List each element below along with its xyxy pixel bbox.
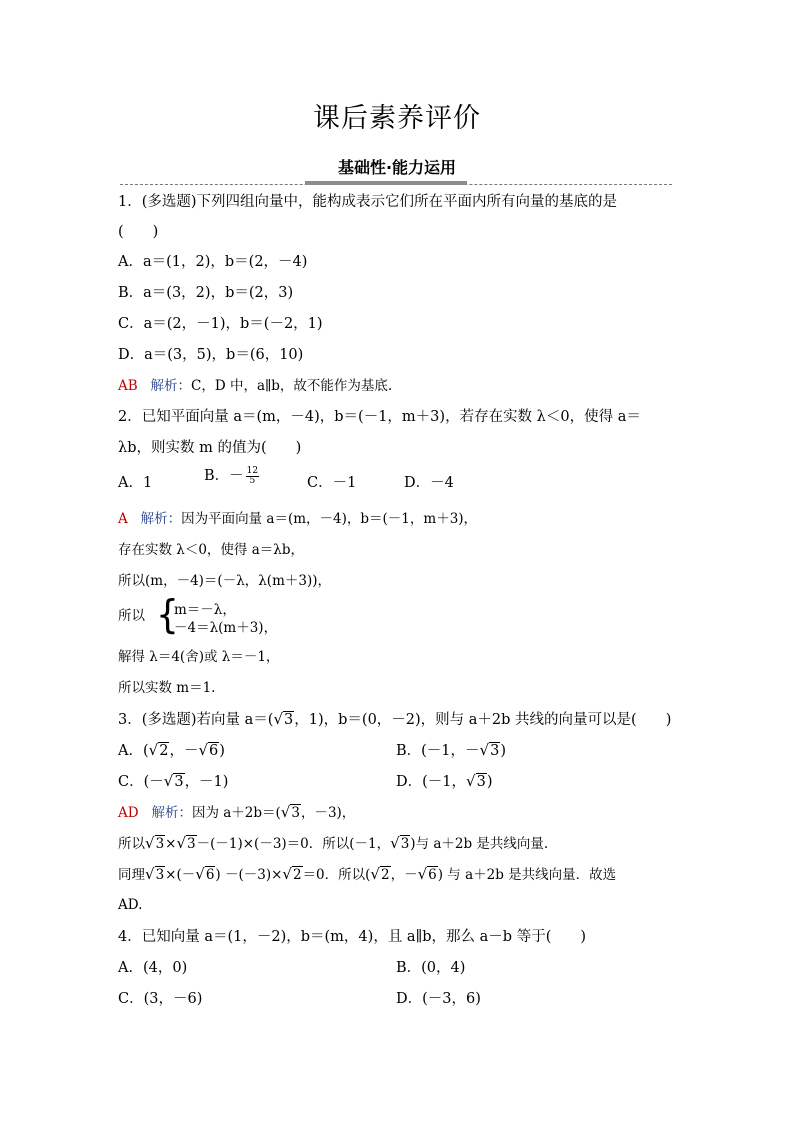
q2-solution-6: 所以实数 m＝1. [118, 680, 216, 696]
q2-option-b-fraction: $\frac{12}{5}$ [246, 465, 259, 486]
q1-paren: ( ) [118, 224, 159, 240]
q3-option-d: D．(－1，√3) [396, 772, 493, 790]
q4-option-d: D．(－3，6) [396, 991, 481, 1007]
q2-stem-1: 2．已知平面向量 a＝(m，－4)，b＝(－1，m＋3)，若存在实数 λ＜0，使得 a＝ [118, 409, 641, 425]
q3-option-c: C．(－√3，－1) [118, 772, 229, 790]
q2-option-b: B．－ $\frac{12}{5}$ [204, 465, 259, 486]
q2-solution-4-prefix: 所以 [118, 608, 145, 624]
q2-system-line-1: m＝－λ， [174, 602, 236, 618]
q2-solution-5: 解得 λ＝4(舍)或 λ＝－1， [118, 649, 280, 665]
q2-system-line-2: －4＝λ(m＋3)， [174, 620, 278, 636]
q2-option-d: D．－4 [404, 475, 454, 491]
q2-solution-3: 所以(m，－4)＝(－λ，λ(m＋3))， [118, 573, 331, 589]
q4-option-b: B．(0，4) [396, 960, 466, 976]
page-title: 课后素养评价 [313, 103, 481, 134]
q1-option-c: C．a＝(2，－1)，b＝(－2，1) [118, 316, 323, 332]
q3-answer: AD [118, 805, 139, 821]
q4-stem: 4．已知向量 a＝(1，－2)，b＝(m，4)，且 a∥b，那么 a－b 等于( ) [118, 929, 587, 945]
section-header [0, 155, 794, 185]
q3-solution-tag: 解析： [151, 805, 192, 821]
q2-solution-tag: 解析： [140, 511, 182, 527]
system-brace: { [156, 592, 179, 638]
section-underline [305, 181, 467, 185]
q4-option-a: A．(4，0) [118, 960, 188, 976]
q3-option-a: A．(√2，－√6) [118, 741, 225, 759]
q3-solution-4: AD. [118, 897, 143, 913]
q1-stem: 1．(多选题)下列四组向量中，能构成表示它们所在平面内所有向量的基底的是 [118, 194, 618, 210]
q1-solution [118, 376, 392, 396]
q3-solution-1: AD 解析：因为 a＋2b＝(√3，－3)， [118, 803, 356, 821]
q4-option-c: C．(3，－6) [118, 991, 203, 1007]
q2-answer: A [118, 511, 128, 527]
q3-option-b: B．(－1，－√3) [396, 741, 507, 759]
q1-answer: AB [118, 378, 138, 394]
q1-solution-tag: 解析： [150, 378, 192, 394]
q1-option-b: B．a＝(3，2)，b＝(2，3) [118, 285, 294, 301]
q2-solution-2: 存在实数 λ＜0，使得 a＝λb， [118, 542, 304, 558]
q2-option-c: C．－1 [307, 475, 357, 491]
q3-stem: 3．(多选题)若向量 a＝(√3，1)，b＝(0，－2)，则与 a＋2b 共线的向量可以是( ) [118, 710, 672, 728]
q1-option-a: A．a＝(1，2)，b＝(2，－4) [118, 254, 308, 270]
q2-stem-2: λb，则实数 m 的值为( ) [118, 440, 302, 456]
q1-solution-text: C，D 中，a∥b，故不能作为基底. [191, 378, 393, 394]
q2-option-a: A．1 [118, 475, 153, 491]
q1-option-d: D．a＝(3，5)，b＝(6，10) [118, 347, 304, 363]
q2-solution-1: A 解析：因为平面向量 a＝(m，－4)，b＝(－1，m＋3)， [118, 511, 478, 527]
section-title: 基础性·能力运用 [337, 158, 457, 177]
q3-solution-3: 同理√3×(－√6) －(－3)×√2＝0．所以(√2，－√6) 与 a＋2b 是共线向量．故选 [118, 865, 617, 883]
q3-solution-2: 所以√3×√3－(－1)×(－3)＝0．所以(－1，√3)与 a＋2b 是共线向量. [118, 834, 549, 852]
